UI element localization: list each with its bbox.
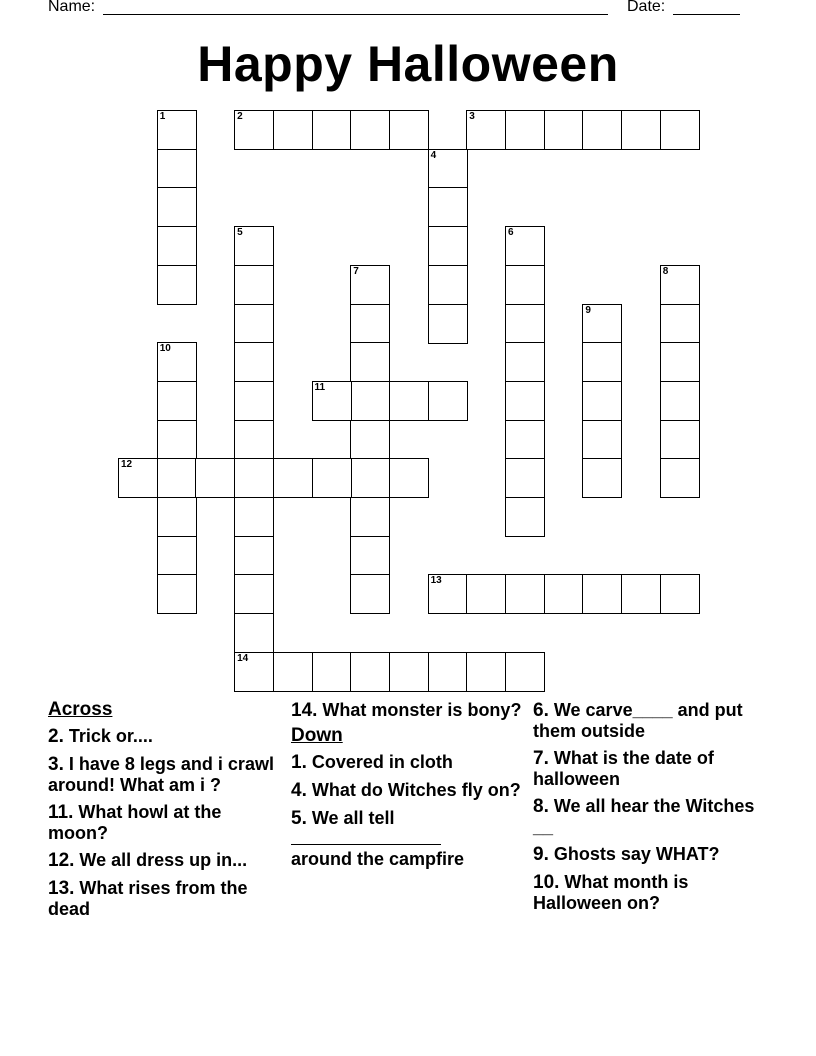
grid-cell[interactable] — [660, 381, 700, 421]
grid-cell[interactable] — [273, 110, 313, 150]
grid-cell[interactable] — [312, 110, 352, 150]
grid-cell[interactable] — [234, 342, 274, 382]
grid-cell[interactable] — [544, 110, 584, 150]
grid-cell[interactable] — [157, 342, 197, 382]
grid-cell[interactable] — [273, 652, 313, 692]
clue-down-8: 8. We all hear the Witches __ — [533, 796, 755, 837]
grid-cell[interactable] — [234, 226, 274, 266]
clue-across-2: 2. Trick or.... — [48, 726, 153, 747]
grid-cell[interactable] — [505, 420, 545, 460]
grid-cell[interactable] — [350, 652, 390, 692]
grid-cell[interactable] — [505, 226, 545, 266]
clue-number: 11 — [314, 381, 326, 393]
grid-cell[interactable] — [234, 613, 274, 653]
grid-cell[interactable] — [157, 574, 197, 614]
grid-cell[interactable] — [505, 458, 545, 498]
grid-cell[interactable] — [428, 304, 468, 344]
grid-cell[interactable] — [234, 381, 274, 421]
grid-cell[interactable] — [660, 265, 700, 305]
grid-cell[interactable] — [505, 497, 545, 537]
grid-cell[interactable] — [234, 536, 274, 576]
grid-cell[interactable] — [350, 304, 390, 344]
grid-cell[interactable] — [350, 342, 390, 382]
grid-cell[interactable] — [234, 458, 274, 498]
grid-cell[interactable] — [582, 304, 622, 344]
grid-cell[interactable] — [505, 574, 545, 614]
grid-cell[interactable] — [350, 381, 390, 421]
grid-cell[interactable] — [582, 110, 622, 150]
clue-number: 1 — [159, 111, 166, 122]
clues-column-1 — [48, 700, 280, 926]
clues-column-3 — [533, 700, 765, 920]
page-title: Happy Halloween — [197, 36, 619, 92]
grid-cell[interactable] — [505, 342, 545, 382]
clue-down-10: 10. What month is Halloween on? — [533, 872, 689, 913]
clue-number: 10 — [159, 343, 171, 355]
grid-cell[interactable] — [234, 110, 274, 150]
grid-cell[interactable] — [157, 187, 197, 227]
grid-cell[interactable] — [582, 458, 622, 498]
clue-down-5: 5. We all tell around the campfire — [291, 808, 465, 869]
clue-number: 7 — [353, 265, 359, 277]
grid-cell[interactable] — [505, 304, 545, 344]
grid-cell[interactable] — [389, 110, 429, 150]
grid-cell[interactable] — [195, 458, 235, 498]
clue-across-12: 12. We all dress up in... — [48, 850, 248, 871]
grid-cell[interactable] — [428, 187, 468, 227]
grid-cell[interactable] — [312, 652, 352, 692]
clue-number: 2 — [237, 111, 243, 122]
grid-cell[interactable] — [312, 381, 352, 421]
grid-cell[interactable] — [350, 458, 390, 498]
grid-cell[interactable] — [157, 110, 197, 150]
grid-cell[interactable] — [350, 110, 390, 150]
grid-cell[interactable] — [157, 497, 197, 537]
across-heading: Across — [48, 699, 113, 720]
grid-cell[interactable] — [660, 304, 700, 344]
clues-column-2 — [291, 700, 523, 876]
clue-across-14: 14. What monster is bony? — [291, 700, 522, 721]
clue-across-3: 3. I have 8 legs and i crawl around! What am i ? — [48, 754, 274, 795]
name-label: Name: — [48, 0, 96, 15]
grid-cell[interactable] — [273, 458, 313, 498]
grid-cell[interactable] — [157, 536, 197, 576]
grid-cell[interactable] — [466, 110, 506, 150]
down-heading: Down — [291, 725, 343, 746]
grid-cell[interactable] — [660, 574, 700, 614]
grid-cell[interactable] — [428, 574, 468, 614]
grid-cell[interactable] — [582, 342, 622, 382]
grid-cell[interactable] — [157, 265, 197, 305]
clue-across-13: 13. What rises from the dead — [48, 878, 248, 919]
grid-cell[interactable] — [389, 458, 429, 498]
clue-number: 12 — [121, 459, 133, 471]
grid-cell[interactable] — [660, 420, 700, 460]
clue-down-1: 1. Covered in cloth — [291, 752, 453, 773]
clue-number: 4 — [430, 149, 437, 161]
grid-cell[interactable] — [312, 458, 352, 498]
grid-cell[interactable] — [544, 574, 584, 614]
grid-cell[interactable] — [234, 652, 274, 692]
grid-cell[interactable] — [582, 381, 622, 421]
grid-cell[interactable] — [428, 149, 468, 189]
grid-cell[interactable] — [389, 381, 429, 421]
grid-cell[interactable] — [466, 652, 506, 692]
grid-cell[interactable] — [157, 458, 197, 498]
grid-cell[interactable] — [157, 420, 197, 460]
grid-cell[interactable] — [505, 110, 545, 150]
grid-cell[interactable] — [234, 497, 274, 537]
clue-number: 3 — [469, 111, 475, 122]
grid-cell[interactable] — [157, 381, 197, 421]
grid-cell[interactable] — [621, 574, 661, 614]
grid-cell[interactable] — [660, 342, 700, 382]
date-label: Date: — [627, 0, 666, 15]
grid-cell[interactable] — [157, 149, 197, 189]
grid-cell[interactable] — [505, 381, 545, 421]
grid-cell[interactable] — [428, 265, 468, 305]
clue-down-4: 4. What do Witches fly on? — [291, 780, 521, 801]
clue-number: 9 — [585, 304, 591, 316]
clue-number: 6 — [508, 227, 514, 239]
clue-down-9: 9. Ghosts say WHAT? — [533, 844, 720, 865]
grid-cell[interactable] — [118, 458, 158, 498]
clue-number: 14 — [237, 652, 249, 664]
grid-cell[interactable] — [350, 574, 390, 614]
clue-down-6: 6. We carve____ and put them outside — [533, 700, 743, 741]
grid-cell[interactable] — [660, 110, 700, 150]
grid-cell[interactable] — [234, 420, 274, 460]
grid-cell[interactable] — [350, 420, 390, 460]
grid-cell[interactable] — [234, 265, 274, 305]
grid-cell[interactable] — [466, 574, 506, 614]
grid-cell[interactable] — [428, 226, 468, 266]
clue-number: 8 — [662, 265, 669, 277]
clue-number: 13 — [430, 575, 442, 587]
grid-cell[interactable] — [350, 265, 390, 305]
grid-cell[interactable] — [234, 304, 274, 344]
grid-cell[interactable] — [505, 652, 545, 692]
grid-cell[interactable] — [582, 574, 622, 614]
clue-number: 5 — [237, 227, 243, 239]
grid-cell[interactable] — [621, 110, 661, 150]
grid-cell[interactable] — [234, 574, 274, 614]
grid-cell[interactable] — [350, 536, 390, 576]
grid-cell[interactable] — [660, 458, 700, 498]
grid-cell[interactable] — [582, 420, 622, 460]
grid-cell[interactable] — [505, 265, 545, 305]
grid-cell[interactable] — [428, 652, 468, 692]
grid-cell[interactable] — [157, 226, 197, 266]
grid-cell[interactable] — [428, 381, 468, 421]
clue-down-7: 7. What is the date of halloween — [533, 748, 714, 789]
grid-cell[interactable] — [389, 652, 429, 692]
grid-cell[interactable] — [350, 497, 390, 537]
clue-across-11: 11. What howl at the moon? — [48, 802, 222, 843]
